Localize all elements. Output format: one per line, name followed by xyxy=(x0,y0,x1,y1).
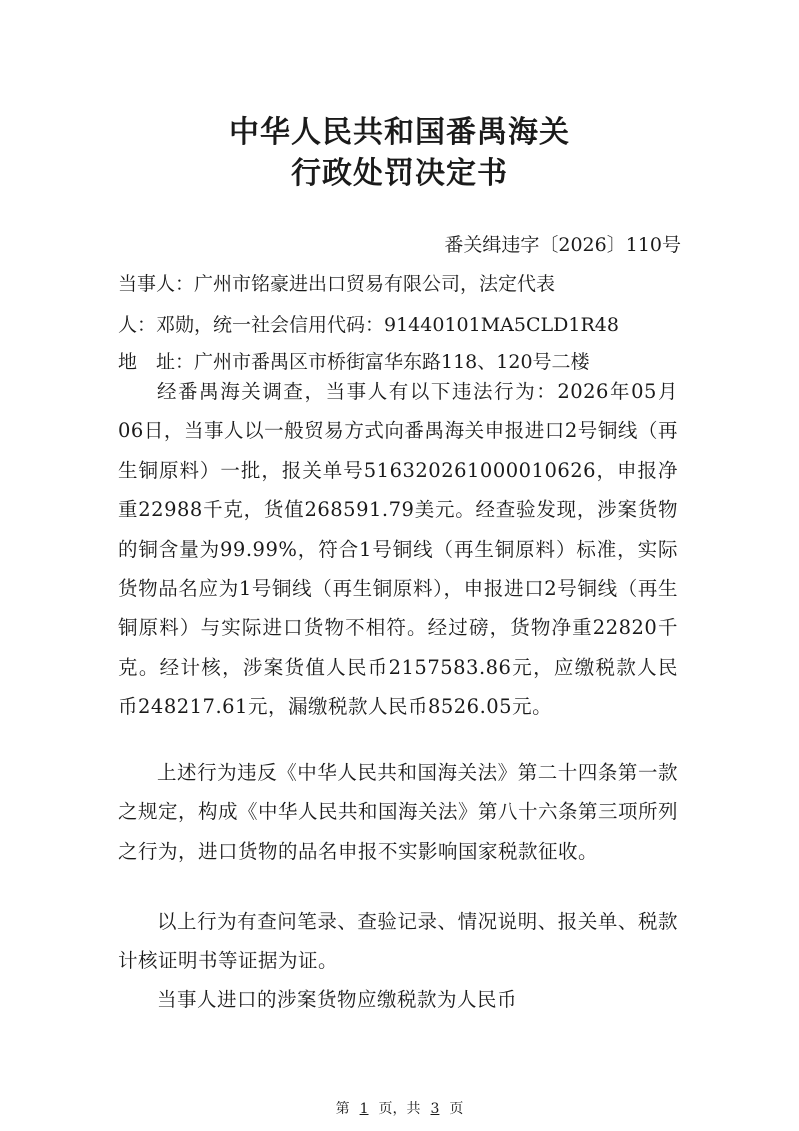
party-address: 地 址：广州市番禺区市桥街富华东路118、120号二楼 xyxy=(118,351,590,373)
document-number: 番关缉违字〔2026〕110号 xyxy=(444,234,681,256)
paragraph-tax-text: 当事人进口的涉案货物应缴税款为人民币 xyxy=(157,988,518,1011)
paragraph-violation xyxy=(118,753,678,871)
current-page-number: 1 xyxy=(359,1101,369,1117)
document-title-line2: 行政处罚决定书 xyxy=(291,156,508,191)
paragraph-violation-text: 上述行为违反《中华人民共和国海关法》第二十四条第一款之规定，构成《中华人民共和国海关法》第八十六条第三项所列之行为，进口货物的品名申报不实影响国家税款征收。 xyxy=(118,761,679,863)
document-title-line1: 中华人民共和国番禺海关 xyxy=(229,115,570,150)
paragraph-tax xyxy=(118,980,678,1019)
paragraph-facts-text: 经番禺海关调查，当事人有以下违法行为：2026年05月06日，当事人以一般贸易方式向番禺海关申报进口2号铜线（再生铜原料）一批，报关单号516320261000010626，申报净重22988千克，货值268591.79美元。经查验发现，涉案货物的铜含量为99.99%，符合1号铜线（再生铜原料）标准，实际货物品名应为1号铜线（再生铜原料），申报进口2号铜线（再生铜原料）与实际进口货物不相符。经过磅，货物净重22820千克。经计核，涉案货值人民币2157583.86元，应缴税款人民币248217.61元，漏缴税款人民币8526.05元。 xyxy=(118,380,678,719)
page-footer xyxy=(0,1098,799,1118)
footer-middle: 页，共 xyxy=(378,1101,421,1117)
party-line-2: 人：邓勋，统一社会信用代码：91440101MA5CLD1R48 xyxy=(118,314,619,336)
footer-prefix: 第 xyxy=(335,1101,350,1117)
party-line-1: 当事人：广州市铭豪进出口贸易有限公司，法定代表 xyxy=(118,273,556,295)
paragraph-evidence xyxy=(118,902,678,981)
paragraph-facts xyxy=(118,372,678,727)
footer-suffix: 页 xyxy=(449,1101,464,1117)
paragraph-evidence-text: 以上行为有查问笔录、查验记录、情况说明、报关单、税款计核证明书等证据为证。 xyxy=(118,910,678,973)
total-pages-number: 3 xyxy=(430,1101,440,1117)
